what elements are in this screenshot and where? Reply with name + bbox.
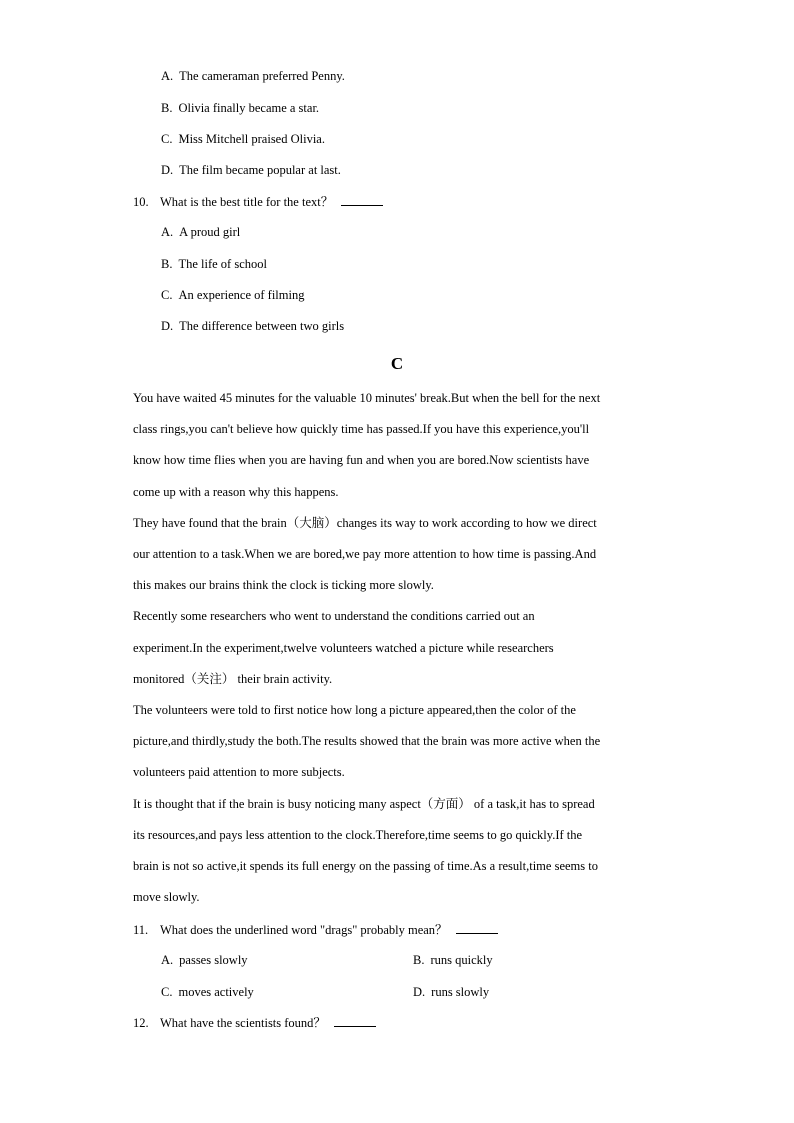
option-letter: C. — [161, 288, 173, 302]
q10-option-a — [161, 224, 240, 240]
option-text: The life of school — [178, 257, 267, 271]
passage-line: It is thought that if the brain is busy noticing many aspect（方面） of a task,it has to spread — [133, 797, 595, 811]
q10-option-b — [161, 256, 267, 272]
passage-line: class rings,you can't believe how quickly time has passed.If you have this experience,you'll — [133, 422, 590, 436]
option-text: An experience of filming — [178, 288, 305, 302]
passage-line: Recently some researchers who went to understand the conditions carried out an — [133, 609, 535, 623]
option-letter: B. — [413, 953, 425, 967]
option-letter: A. — [161, 225, 174, 239]
option-letter: B. — [161, 101, 173, 115]
option-text: Olivia finally became a star. — [178, 101, 320, 115]
passage-line: The volunteers were told to first notice how long a picture appeared,then the color of the — [133, 703, 576, 717]
q11-option-d — [413, 984, 489, 1000]
q11-option-b — [413, 952, 493, 968]
q9-option-b — [161, 100, 319, 116]
answer-blank[interactable] — [334, 1014, 376, 1027]
passage-line: picture,and thirdly,study the both.The results showed that the brain was more active when the — [133, 734, 601, 748]
passage-line: its resources,and pays less attention to the clock.Therefore,time seems to go quickly.If the — [133, 828, 583, 842]
q10-option-d — [161, 318, 344, 334]
q9-option-d — [161, 162, 341, 178]
passage-line: They have found that the brain（大脑）changes its way to work according to how we direct — [133, 516, 597, 530]
question-text: What is the best title for the text？ — [160, 195, 334, 209]
passage-line: this makes our brains think the clock is ticking more slowly. — [133, 578, 434, 592]
option-text: The cameraman preferred Penny. — [179, 69, 345, 83]
q9-option-c — [161, 131, 325, 147]
passage-line: know how time flies when you are having fun and when you are bored.Now scientists have — [133, 453, 590, 467]
option-letter: D. — [413, 985, 426, 999]
q9-option-a — [161, 68, 345, 84]
passage-line: come up with a reason why this happens. — [133, 485, 339, 499]
option-letter: C. — [161, 985, 173, 999]
question-11 — [133, 921, 498, 938]
option-text: passes slowly — [179, 953, 248, 967]
passage-line: move slowly. — [133, 890, 200, 904]
q10-option-c — [161, 287, 304, 303]
passage-line: monitored（关注） their brain activity. — [133, 672, 333, 686]
passage-line: experiment.In the experiment,twelve volunteers watched a picture while researchers — [133, 641, 554, 655]
question-number: 10. — [133, 195, 149, 209]
option-letter: B. — [161, 257, 173, 271]
option-text: The difference between two girls — [179, 319, 345, 333]
question-12 — [133, 1014, 376, 1031]
option-text: Miss Mitchell praised Olivia. — [178, 132, 325, 146]
q11-option-c — [161, 984, 254, 1000]
question-text: What does the underlined word "drags" probably mean？ — [160, 923, 448, 937]
option-letter: D. — [161, 163, 174, 177]
question-10 — [133, 193, 383, 210]
passage-line: You have waited 45 minutes for the valuable 10 minutes' break.But when the bell for the next — [133, 391, 601, 405]
question-number: 12. — [133, 1016, 149, 1030]
section-title: C — [390, 354, 404, 373]
answer-blank[interactable] — [341, 193, 383, 206]
option-letter: A. — [161, 953, 174, 967]
option-letter: D. — [161, 319, 174, 333]
passage-line: our attention to a task.When we are bored,we pay more attention to how time is passing.And — [133, 547, 597, 561]
option-text: A proud girl — [179, 225, 241, 239]
option-letter: A. — [161, 69, 174, 83]
option-text: runs quickly — [430, 953, 493, 967]
option-text: moves actively — [178, 985, 254, 999]
question-text: What have the scientists found？ — [160, 1016, 326, 1030]
question-number: 11. — [133, 923, 149, 937]
answer-blank[interactable] — [456, 921, 498, 934]
option-text: The film became popular at last. — [179, 163, 341, 177]
option-text: runs slowly — [431, 985, 490, 999]
q11-option-a — [161, 952, 248, 968]
passage-line: brain is not so active,it spends its full energy on the passing of time.As a result,time seems to — [133, 859, 598, 873]
option-letter: C. — [161, 132, 173, 146]
passage-line: volunteers paid attention to more subjects. — [133, 765, 345, 779]
